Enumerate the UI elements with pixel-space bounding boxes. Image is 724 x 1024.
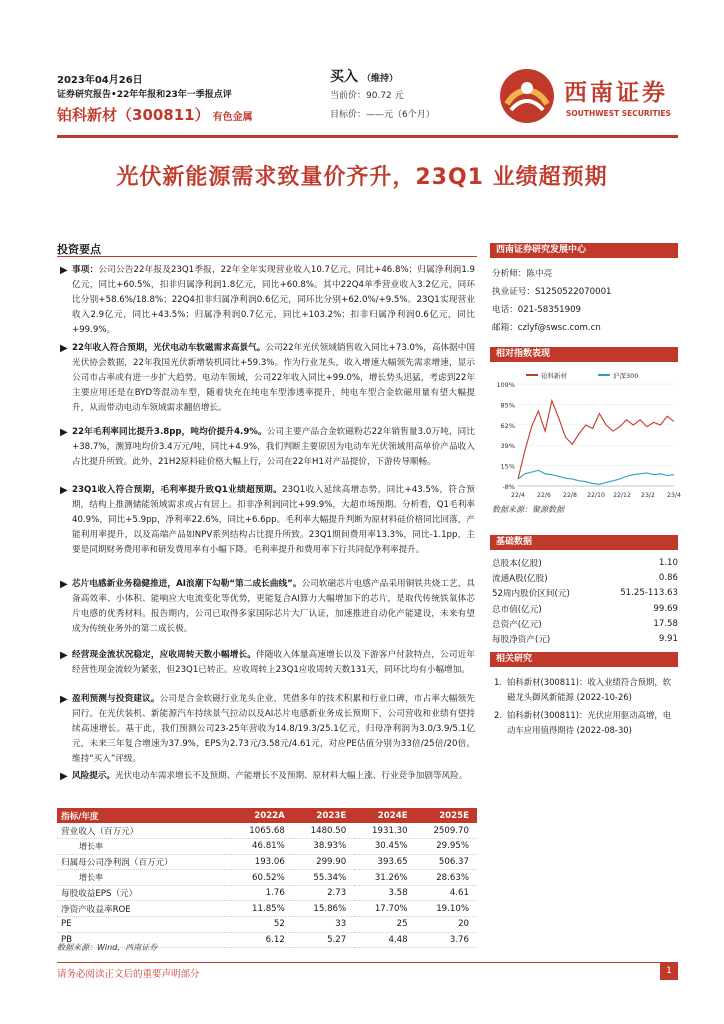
summary-item: ▶ 芯片电感新业务稳健推进，AI浪潮下勾勒“第二成长曲线”。公司软磁芯片电感产品采用铜铁共烧工艺，具备高效率、小体积、能响应大电流变化等优势，更能复合AI算力大幅增加下的芯片，是取代传统铁氧体芯片电感的优秀材料。报告期内，公司已取得多家国际芯片大厂认证，加速推进自动化产能建设，未来有望成为传统业务外的第二成长极。 [60, 579, 475, 634]
report-type: 证券研究报告•22年年报和23年一季报点评 [57, 90, 232, 100]
legend-label: 铂科新材 [541, 372, 567, 380]
logo-text: 西南证券 [564, 79, 668, 106]
summary-item: ▶ 22年收入符合预期，光伏电动车软磁需求高景气。公司22年光伏领域销售收入同比+73.0%，高体据中国光伏协会数据，22年我国光伏新增装机同比+59.3%。作为行业龙头，收入增速大幅领先需求增速，显示公司市占率或有进一步扩大趋势。电动车领域，公司22年收入同比+99.0%，增长势头迅猛，考虑到22年主要应用还是在BYD等混动车型，随着快充在纯电车型渗透率提升，纯电车型合金软磁用量有望大幅提升，从而带动电动车领域需求翻倍增长。 [60, 343, 476, 413]
x-tick-label: 23/2 [641, 492, 655, 499]
summary-item: ▶ 22年毛利率同比提升3.8pp，吨均价提升4.9%。公司主要产品合金软磁粉芯22年销售量3.0万吨，同比+38.7%，测算吨均价3.4万元/吨，同比+4.9%，我们判断主要原因为电动车光伏领域用高单价产品收入占比提升所致。此外，21H2原料硅价格大幅上行，公司在22年H1对产品提价，下游传导顺畅。 [60, 427, 475, 467]
logo-text-en: SOUTHWEST SECURITIES [566, 109, 671, 118]
forecast-header: 指标/年度 [57, 808, 231, 823]
table-row: 总资产(亿元) 17.58 [492, 618, 678, 630]
summary-heading: 投资要点 [57, 243, 101, 256]
x-tick-label: 22/6 [537, 492, 551, 499]
x-tick-label: 22/4 [511, 492, 525, 499]
legend-label: 沪深300 [613, 372, 639, 380]
series-line [518, 470, 674, 484]
forecast-header: 2025E [416, 808, 477, 823]
x-tick-label: 22/10 [587, 492, 605, 499]
analyst-name: 分析师：陈中亮 [492, 269, 553, 279]
market-data-table [492, 555, 678, 647]
current-price: 当前价：90.72 元 [330, 91, 404, 101]
table-row: PE 52 33 25 20 [57, 917, 477, 933]
forecast-header: 2023E [293, 808, 354, 823]
table-row: 归属母公司净利润（百万元） 193.06 299.90 393.65 506.37 [57, 854, 477, 870]
forecast-table [57, 808, 477, 948]
summary-item: ▶ 经营现金流状况稳定，应收周转天数小幅增长。伴随收入体量高速增长以及下游客户付款特点，公司近年经营性现金流较为紧张，但23Q1已转正。应收周转上23Q1应收周转天数131天，同环比均有小幅增加。 [60, 650, 475, 675]
related-research-heading: 相关研究 [490, 652, 678, 667]
table-row: 52周内股价区间(元) 51.25-113.63 [492, 588, 678, 600]
related-item[interactable]: 2. 铂科新材(300811)：光伏应用驱动高增，电动车应用值得期待 (2022-08-30) [494, 710, 672, 735]
analyst-license: 执业证号：S1250522070001 [492, 287, 612, 297]
header-divider [57, 135, 678, 138]
rating [330, 66, 398, 86]
rating-value: 买入 [330, 69, 358, 85]
table-row: 增长率 60.52% 55.34% 31.26% 28.63% [57, 870, 477, 886]
y-tick-label: 109% [496, 381, 515, 389]
research-center-heading: 西南证券研究发展中心 [490, 243, 678, 258]
table-row: 总股本(亿股) 1.10 [492, 557, 678, 569]
company-name-text: 铂科新材（300811） [57, 106, 210, 124]
table-row: 每股净资产(元) 9.91 [492, 634, 678, 646]
report-date: 2023年04月26日 [57, 75, 143, 86]
summary-item: ▶ 风险提示。光伏电动车需求增长不及预期、产能增长不及预期、原材料大幅上涨、行业竞争加剧等风险。 [60, 771, 468, 782]
table-row: 流通A股(亿股) 0.86 [492, 572, 678, 584]
table-row: PB 6.12 5.27 4.48 3.76 [57, 932, 477, 948]
forecast-header: 2022A [231, 808, 292, 823]
forecast-source: 数据来源：Wind，西南证券 [57, 943, 158, 952]
performance-heading: 相对指数表现 [490, 347, 678, 362]
table-row: 每股收益EPS（元） 1.76 2.73 3.58 4.61 [57, 885, 477, 901]
summary-item: ▶ 事项：公司公告22年报及23Q1季报，22年全年实现营业收入10.7亿元，同比+46.8%；归属净利润1.9亿元，同比+60.5%，扣非归属净利润1.8亿元，同比+60.8%。其中22Q4单季营业收入3.2亿元，同环比分别+58.6%/18.8%；22Q4扣非归属净利润0.6亿元，同环比分别+62.0%/+9.5%。23Q1实现营业收入2.9亿元，同比+43.5%；归属净利润0.7亿元，同比+103.2%；扣非归属净利润0.6亿元，同比+99.9%。 [60, 265, 475, 335]
page-number: 1 [660, 962, 678, 980]
page-title: 光伏新能源需求致量价齐升，23Q1 业绩超预期 [116, 165, 608, 190]
summary-divider [57, 256, 477, 257]
footer-disclaimer: 请务必阅读正文后的重要声明部分 [57, 969, 200, 980]
y-tick-label: 85% [500, 401, 515, 410]
x-tick-label: 22/12 [613, 492, 631, 499]
analyst-phone: 电话：021-58351909 [492, 305, 582, 315]
table-row: 总市值(亿元) 99.69 [492, 603, 678, 615]
x-tick-label: 22/8 [563, 492, 577, 499]
table-row: 净资产收益率ROE 11.85% 15.86% 17.70% 19.10% [57, 901, 477, 917]
forecast-header-row [57, 808, 477, 823]
y-tick-label: 39% [500, 442, 515, 451]
forecast-header: 2024E [354, 808, 415, 823]
performance-chart [490, 370, 681, 510]
summary-item: ▶ 盈利预测与投资建议。公司是合金软磁行业龙头企业，凭借多年的技术积累和行业口碑，市占率大幅领先同行。在光伏装机、新能源汽车持续景气拉动以及AI芯片电感新业务成长预期下，公司营收和业绩有望持续高速增长。基于此，我们预测公司23-25年营收为14.8/19.3/25.1亿元，归母净利润为3.0/3.9/5.1亿元，未来三年复合增速为37.9%，EPS为2.73元/3.58元/4.61元，对应PE估值分别为33倍/25倍/20倍。维持“买入”评级。 [60, 694, 475, 764]
logo-icon [497, 66, 557, 126]
series-line [518, 401, 674, 479]
summary-item: ▶ 23Q1收入符合预期，毛利率提升致Q1业绩超预期。23Q1收入延续高增态势，同比+43.5%，符合预期，结构上推测储能领域需求或占有居上。扣非净利润同比+99.9%，大超市场预期。分析看，Q1毛利率40.9%，同比+5.9pp，净利率22.6%，同比+6.6pp。毛利率大幅提升判断为原材料硅价格同比回落，产能利用率提升，以及高端产品如NPV系列结构占比提升所致。23Q1期间费用率13.3%，同比-1.1pp，主要是同期财务费用率和研发费用率有小幅下降。毛利率提升和费用率下行共同促净利率提升。 [60, 485, 476, 555]
table-row: 营业收入（百万元） 1065.68 1480.50 1931.30 2509.70 [57, 823, 477, 839]
y-tick-label: -8% [502, 483, 515, 491]
y-tick-label: 15% [500, 462, 515, 471]
y-tick-label: 62% [500, 421, 515, 430]
footer-divider [57, 962, 678, 963]
related-item[interactable]: 1. 铂科新材(300811)：收入业绩符合预期，软磁龙头御风新能源 (2022-10-26) [494, 677, 672, 702]
analyst-email[interactable]: 邮箱：czlyf@swsc.com.cn [492, 323, 601, 333]
market-data-heading: 基础数据 [490, 535, 678, 550]
industry: 有色金属 [212, 112, 253, 123]
x-tick-label: 23/4 [667, 492, 681, 499]
company-name [57, 104, 253, 125]
target-price: 目标价：——元（6个月） [330, 110, 435, 120]
table-row: 增长率 46.81% 38.93% 30.45% 29.95% [57, 839, 477, 855]
rating-sub: （维持） [362, 74, 399, 84]
chart-source: 数据来源：聚源数据 [492, 505, 564, 514]
